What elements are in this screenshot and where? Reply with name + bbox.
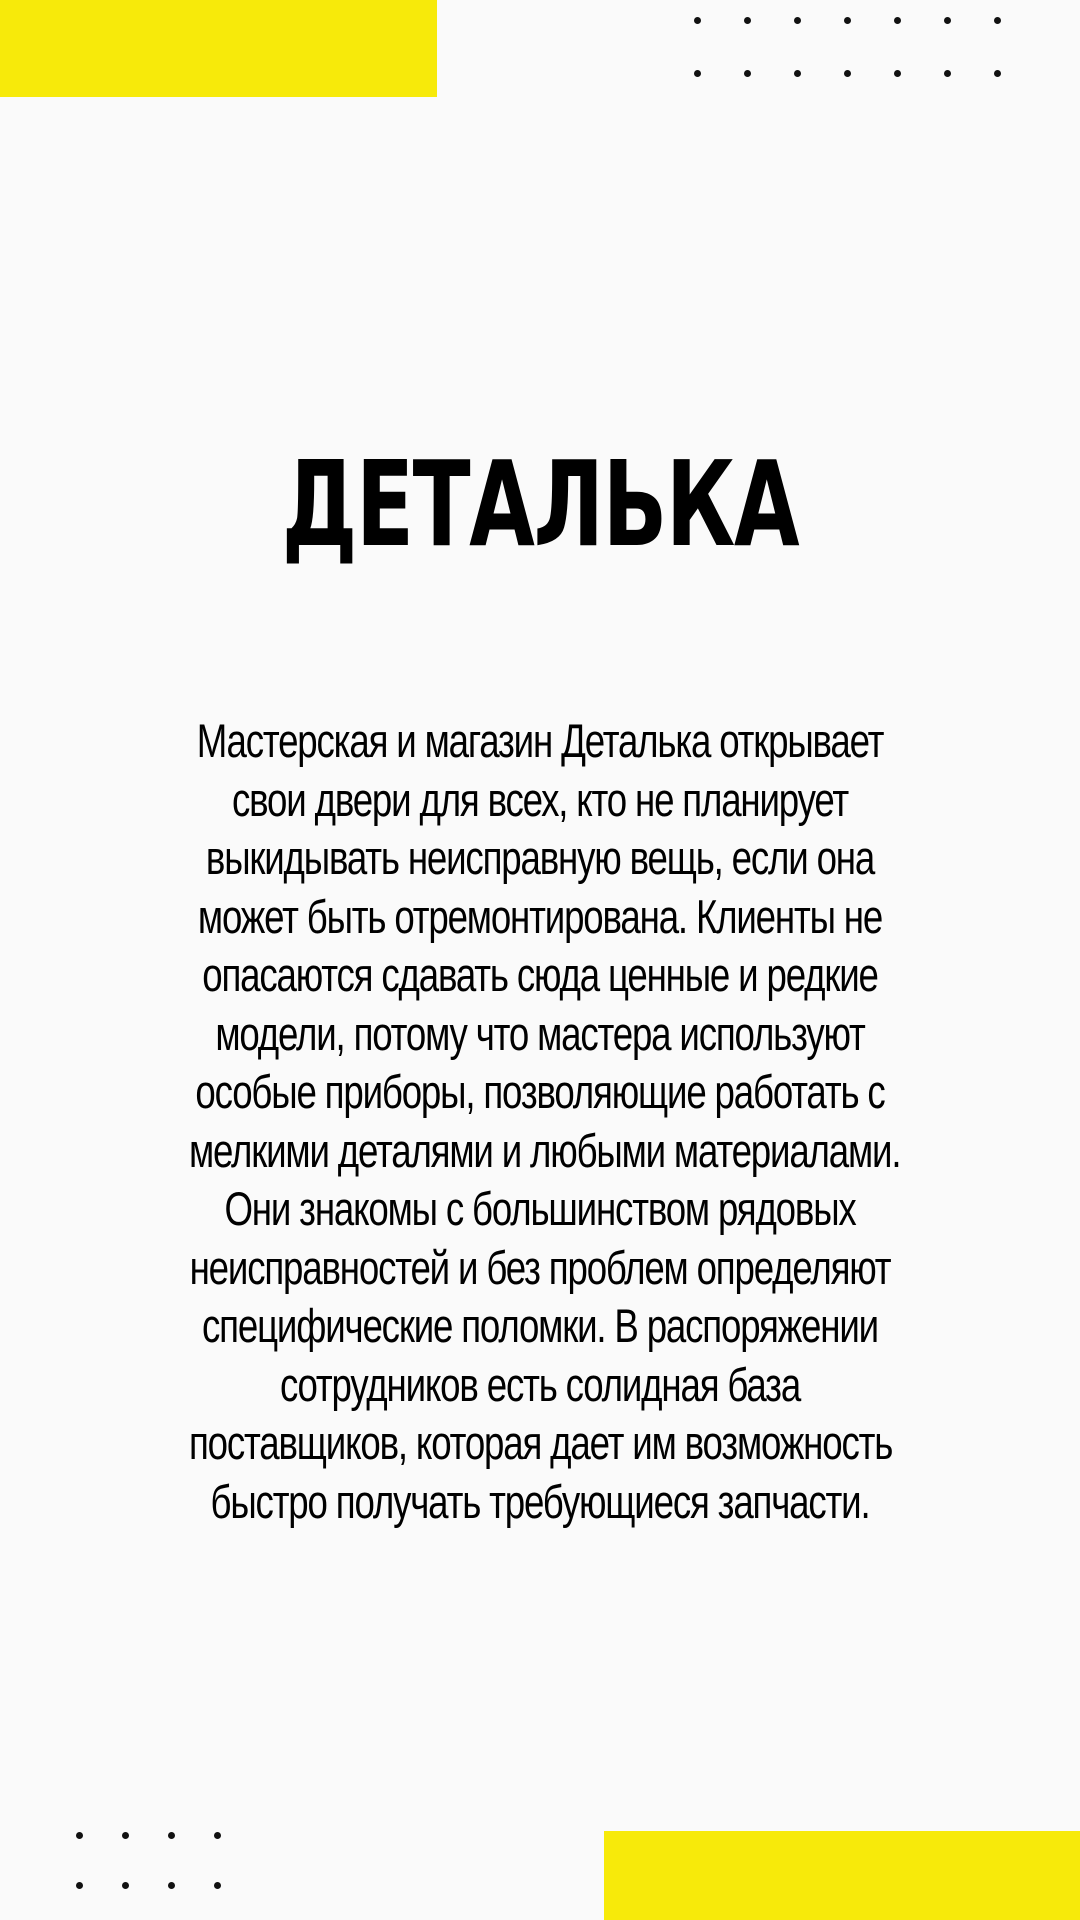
dot xyxy=(214,1882,221,1889)
dot xyxy=(994,70,1001,77)
description-line: быстро получать требующиеся запчасти. xyxy=(210,1474,870,1528)
dot xyxy=(894,70,901,77)
description-line: специфические поломки. В распоряжении xyxy=(202,1299,878,1352)
dot-pattern-bottom-left xyxy=(76,1832,221,1889)
description-line: выкидывать неисправную вещь, если она xyxy=(205,831,875,884)
dot xyxy=(994,17,1001,24)
yellow-accent-block-top xyxy=(0,0,437,97)
dot xyxy=(794,70,801,77)
dot xyxy=(76,1882,83,1889)
dot xyxy=(744,70,751,77)
dot xyxy=(122,1832,129,1839)
dot xyxy=(214,1832,221,1839)
dot xyxy=(944,70,951,77)
description-line: сотрудников есть солидная база xyxy=(279,1357,801,1411)
description-line: Мастерская и магазин Деталька открывает xyxy=(196,714,884,767)
description-line: неисправностей и без проблем определяют xyxy=(189,1240,891,1294)
dot xyxy=(894,17,901,24)
dot xyxy=(744,17,751,24)
page-title: ДЕТАЛЬКА xyxy=(281,435,799,573)
description-line: Они знакомы с большинством рядовых xyxy=(224,1182,856,1235)
dot xyxy=(694,17,701,24)
dot xyxy=(844,17,851,24)
dot xyxy=(694,70,701,77)
description-line: опасаются сдавать сюда ценные и редкие xyxy=(202,948,878,1001)
description-line: модели, потому что мастера используют xyxy=(215,1006,865,1060)
description-line: может быть отремонтирована. Клиенты не xyxy=(197,889,883,943)
description-line: особые приборы, позволяющие работать с xyxy=(195,1065,885,1118)
dot-pattern-top-right xyxy=(694,17,1001,77)
description-text xyxy=(90,712,990,1531)
description-line: поставщиков, которая дает им возможность xyxy=(189,1416,893,1469)
dot xyxy=(844,70,851,77)
dot xyxy=(122,1882,129,1889)
dot xyxy=(168,1832,175,1839)
description-line: свои двери для всех, кто не планирует xyxy=(231,772,848,826)
dot xyxy=(168,1882,175,1889)
yellow-accent-block-bottom xyxy=(604,1831,1080,1920)
dot xyxy=(944,17,951,24)
description-line: мелкими деталями и любыми материалами. xyxy=(189,1123,901,1177)
dot xyxy=(76,1832,83,1839)
dot xyxy=(794,17,801,24)
